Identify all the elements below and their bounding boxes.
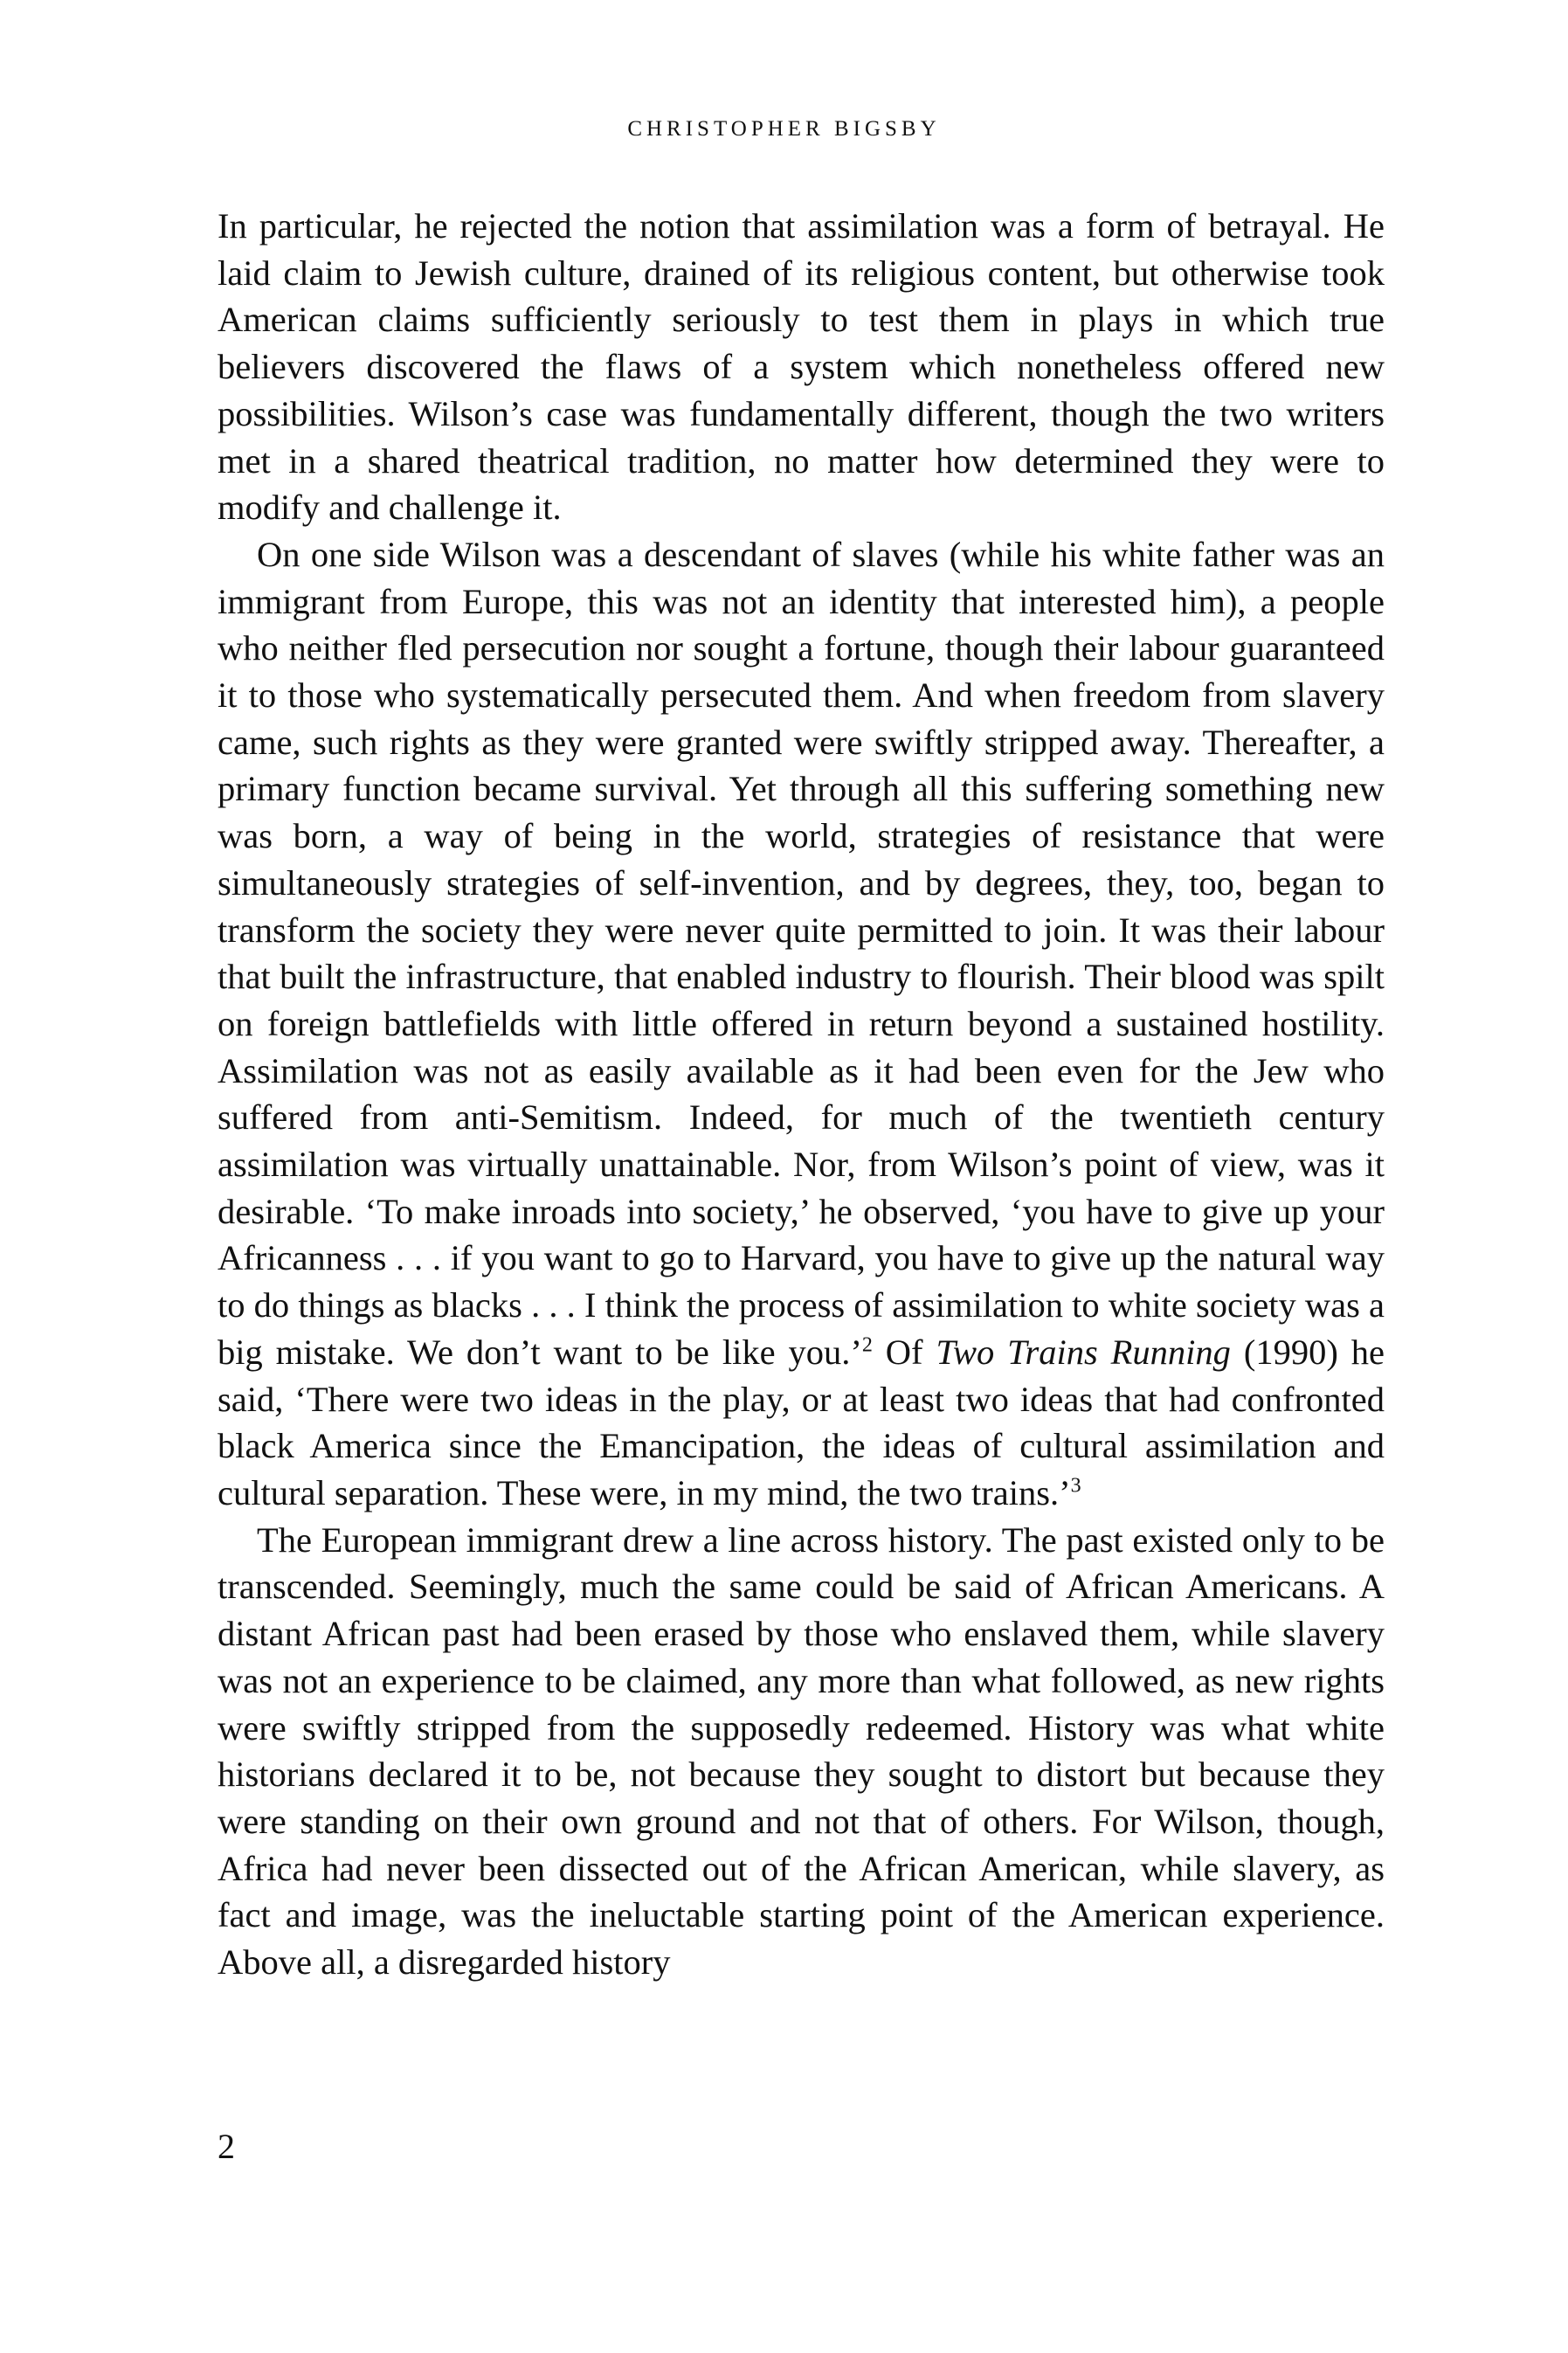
body-text xyxy=(218,203,1385,1986)
play-title: Two Trains Running xyxy=(936,1332,1231,1372)
page-number: 2 xyxy=(218,2127,235,2166)
footnote-ref-3: 3 xyxy=(1070,1474,1081,1498)
running-head: CHRISTOPHER BIGSBY xyxy=(627,117,941,141)
paragraph-2-text-a: On one side Wilson was a descendant of slaves (while his white father was an immigrant from Europe, this was not an identity that interested him), a people who neither fled persecution nor sought a fortune, though their labour guaranteed it to those who systematically persecuted them. And when freedom from slavery came, such rights as they were granted were swiftly stripped away. Thereafter, a primary function became survival. Yet through all this suffering something new was born, a way of being in the world, strategies of resistance that were simultaneously strategies of self-invention, and by degrees, they, too, began to transform the society they were never quite permitted to join. It was their labour that built the infrastructure, that enabled industry to flourish. Their blood was spilt on foreign battlefields with little offered in return beyond a sustained hostility. Assimilation was not as easily available as it had been even for the Jew who suffered from anti-Semitism. Indeed, for much of the twentieth century assimilation was virtually unattainable. Nor, from Wilson’s point of view, was it desirable. ‘To make inroads into society,’ he observed, ‘you have to give up your Africanness . . . if you want to go to Harvard, you have to give up the natural way to do things as blacks . . . I think the process of assimilation to white society was a big mistake. We don’t want to be like you.’ xyxy=(218,534,1385,1372)
footnote-ref-2: 2 xyxy=(861,1333,873,1357)
paragraph-2 xyxy=(218,531,1385,1517)
paragraph-1: In particular, he rejected the notion that assimilation was a form of betrayal. He laid claim to Jewish culture, drained of its religious content, but otherwise took American claims sufficiently seriously to test them in plays in which true believers discovered the flaws of a system which nonetheless offered new possibilities. Wilson’s case was fundamentally different, though the two writers met in a shared theatrical tradition, no matter how determined they were to modify and challenge it. xyxy=(218,206,1385,528)
paragraph-2-text-b: Of xyxy=(872,1332,936,1372)
paragraph-2-text-c: (1990) he said, ‘There were two ideas in the play, or at least two ideas that had confronted black America since the Emancipation, the ideas of cultural assimilation and cultural separation. These were, in my mind, the two trains.’ xyxy=(218,1332,1385,1512)
paragraph-3: The European immigrant drew a line across history. The past existed only to be transcended. Seemingly, much the same could be said of African Americans. A distant African past had been erased by those who enslaved them, while slavery was not an experience to be claimed, any more than what followed, as new rights were swiftly stripped from the supposedly redeemed. History was what white historians declared it to be, not because they sought to distort but because they were standing on their own ground and not that of others. For Wilson, though, Africa had never been dissected out of the African American, while slavery, as fact and image, was the ineluctable starting point of the American experience. Above all, a disregarded history xyxy=(218,1519,1385,1983)
